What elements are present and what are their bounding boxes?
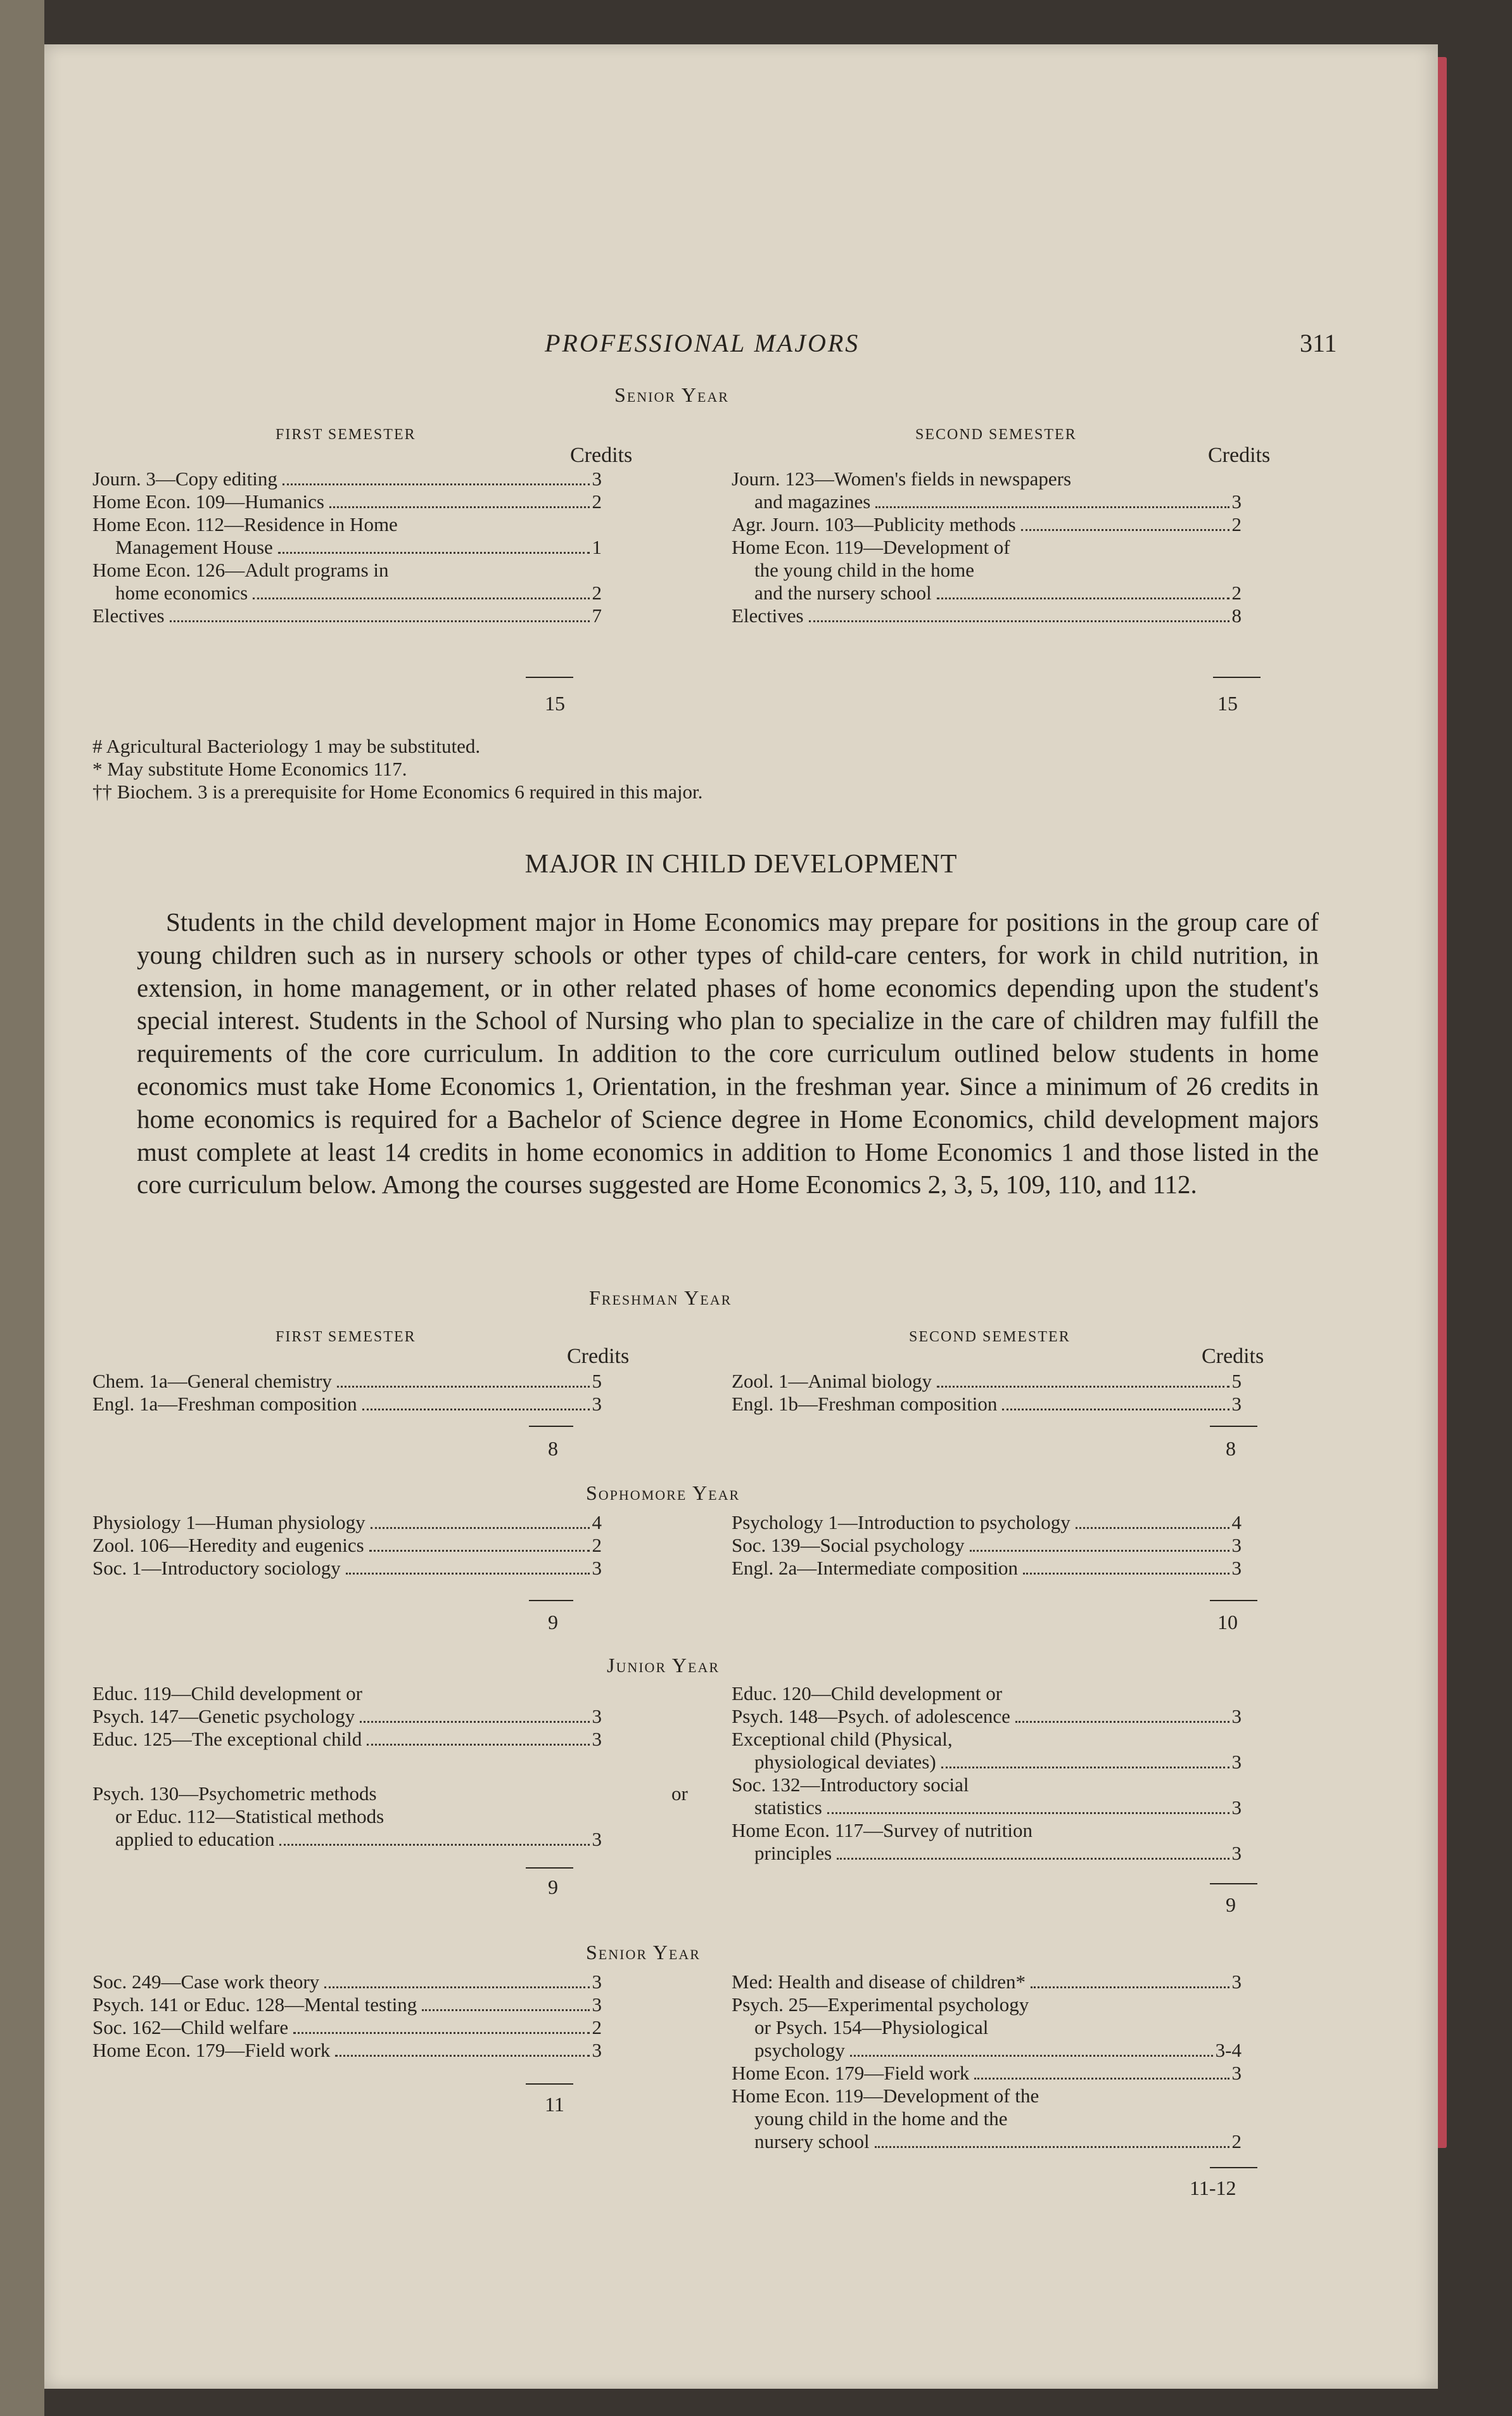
course-row [115,536,602,559]
course-title: Psych. 25—Experimental psychology [732,1993,1029,2016]
total-rule-left [529,1426,573,1427]
course-title: or Educ. 112—Statistical methods [115,1805,384,1827]
total-rule-left [529,1600,573,1601]
course-row [92,1370,602,1393]
course-row [115,582,602,604]
book-page [44,44,1438,2389]
leader-dots [362,1409,590,1410]
leader-dots [170,620,590,622]
course-row [92,1971,602,1993]
year-heading-sophomore: Sophomore Year [586,1481,740,1504]
course-title: Management House [115,536,273,558]
course-row [732,604,1242,627]
binding-edge [0,0,44,2416]
course-title: Journ. 3—Copy editing [92,468,277,490]
leader-dots [324,1986,589,1988]
course-title: Soc. 162—Child welfare [92,2016,289,2038]
total-rule-right [1210,1426,1257,1427]
course-row [754,2107,1242,2130]
total-credits-left: 9 [548,1611,558,1633]
second-semester-label: SECOND SEMESTER [909,1329,1070,1345]
course-row [115,1828,602,1851]
course-row [115,1805,602,1828]
course-row [92,1534,602,1557]
course-credits: 3 [1231,2062,1242,2084]
course-row [732,1993,1242,2016]
course-credits: 7 [592,604,602,627]
course-credits: 3 [592,2039,602,2061]
course-row [92,2016,602,2039]
course-row [92,559,602,582]
course-title: Soc. 132—Introductory social [732,1774,969,1796]
course-title: Journ. 123—Women's fields in newspapers [732,468,1072,490]
course-row [732,1819,1242,1842]
course-row [732,1682,1242,1705]
course-credits: 3 [592,468,602,490]
course-row [92,2039,602,2062]
total-credits-left: 11 [545,2093,564,2116]
leader-dots [346,1573,590,1575]
course-title: Psych. 130—Psychometric methods [92,1782,377,1805]
course-title: Chem. 1a—General chemistry [92,1370,332,1392]
course-title: and the nursery school [754,582,932,604]
course-title: Educ. 120—Child development or [732,1682,1003,1704]
course-title: Zool. 1—Animal biology [732,1370,932,1392]
course-row [754,2130,1242,2153]
leader-dots [850,2055,1213,2057]
total-credits-right: 15 [1217,692,1238,715]
course-row [732,1370,1242,1393]
course-title: home economics [115,582,248,604]
course-title: psychology [754,2039,845,2061]
or-connector: or [671,1782,688,1805]
course-title: Engl. 2a—Intermediate composition [732,1557,1018,1579]
course-credits: 2 [592,1534,602,1556]
footnote: †† Biochem. 3 is a prerequisite for Home Economics 6 required in this major. [92,781,703,803]
course-credits: 2 [1231,513,1242,535]
course-title: Home Econ. 112—Residence in Home [92,513,398,535]
course-row [92,604,602,627]
section-heading: MAJOR IN CHILD DEVELOPMENT [524,850,958,879]
course-title: Engl. 1b—Freshman composition [732,1393,998,1415]
course-credits: 1 [592,536,602,558]
course-row [92,1705,602,1728]
course-row [732,1774,1242,1796]
year-heading-freshman: Freshman Year [589,1286,732,1309]
leader-dots [367,1744,589,1746]
course-row [732,1705,1242,1728]
course-credits: 3 [592,1828,602,1850]
credits-header-right: Credits [1202,1345,1264,1368]
course-credits: 3 [592,1393,602,1415]
leader-dots [1023,1573,1229,1575]
leader-dots [293,2032,589,2034]
total-credits-left: 15 [545,692,565,715]
course-credits: 3 [592,1728,602,1750]
leader-dots [970,1550,1229,1552]
course-row [754,1751,1242,1774]
course-row [732,1557,1242,1580]
course-row [732,2062,1242,2085]
course-row [732,1511,1242,1534]
year-heading-senior-top: Senior Year [614,383,729,406]
total-credits-right: 10 [1217,1611,1238,1633]
course-title: Psych. 148—Psych. of adolescence [732,1705,1010,1727]
course-row [92,1728,602,1751]
course-row [92,1393,602,1416]
leader-dots [422,2009,589,2011]
total-rule-right [1210,1600,1257,1601]
course-row [732,513,1242,536]
course-row [732,536,1242,559]
course-title: young child in the home and the [754,2107,1008,2130]
total-rule-right [1210,2167,1257,2168]
leader-dots [253,598,589,599]
course-title: Home Econ. 117—Survey of nutrition [732,1819,1032,1841]
leader-dots [1002,1409,1229,1410]
course-credits: 3 [1231,1751,1242,1773]
course-title: Home Econ. 179—Field work [92,2039,331,2061]
course-row [754,490,1242,513]
first-semester-label: FIRST SEMESTER [276,426,416,443]
course-title: Psych. 147—Genetic psychology [92,1705,355,1727]
course-title: principles [754,1842,832,1864]
course-title: Home Econ. 119—Development of [732,536,1010,558]
course-title: Educ. 119—Child development or [92,1682,362,1704]
page-number: 311 [1300,329,1337,357]
course-row [754,2016,1242,2039]
course-credits: 3 [592,1971,602,1993]
total-rule-right [1213,677,1261,678]
leader-dots [335,2055,589,2057]
course-row [754,1842,1242,1865]
total-rule-left [526,1867,573,1869]
course-row [732,468,1242,490]
course-credits: 4 [1231,1511,1242,1533]
leader-dots [941,1767,1229,1768]
course-title: Zool. 106—Heredity and eugenics [92,1534,364,1556]
total-credits-left: 9 [548,1876,558,1898]
total-credits-left: 8 [548,1437,558,1460]
course-credits: 3 [1231,1393,1242,1415]
leader-dots [937,1386,1229,1388]
leader-dots [278,552,590,554]
course-title: and magazines [754,490,871,513]
leader-dots [360,1721,589,1723]
course-title: Psych. 141 or Educ. 128—Mental testing [92,1993,417,2016]
course-title: nursery school [754,2130,870,2152]
year-heading-senior: Senior Year [586,1941,701,1964]
course-row [754,582,1242,604]
course-credits: 3-4 [1215,2039,1242,2061]
total-rule-right [1210,1883,1257,1884]
course-row [92,1993,602,2016]
leader-dots [371,1527,590,1529]
course-row [732,2085,1242,2107]
total-credits-right: 8 [1226,1437,1236,1460]
course-credits: 2 [592,582,602,604]
course-title: Agr. Journ. 103—Publicity methods [732,513,1016,535]
course-title: statistics [754,1796,822,1818]
course-credits: 3 [592,1557,602,1579]
course-row [732,1534,1242,1557]
credits-header-left: Credits [567,1345,630,1368]
course-title: Engl. 1a—Freshman composition [92,1393,357,1415]
course-row [732,1393,1242,1416]
leader-dots [369,1550,590,1552]
course-credits: 5 [1231,1370,1242,1392]
intro-paragraph [137,906,1319,1201]
course-credits: 3 [592,1993,602,2016]
course-title: Med: Health and disease of children* [732,1971,1026,1993]
course-row [92,1682,602,1705]
paragraph-text: Students in the child development major in Home Economics may prepare for positions in the group care of young children such as in nursery schools or other types of child-care centers, for work in child nutrition, in extension, in home management, or in other related phases of home economics depending upon the student's special interest. Students in the School of Nursing who plan to specialize in the care of children may fulfill the requirements of the core curriculum. In addition to the core curriculum outlined below students in home economics must take Home Economics 1, Orientation, in the freshman year. Since a minimum of 26 credits in home economics is required for a Bachelor of Science degree in Home Economics, child development majors must complete at least 14 credits in home economics in addition to Home Economics 1 and those listed in the core curriculum below. Among the courses suggested are Home Economics 2, 3, 5, 109, 110, and 112. [137,907,1319,1199]
total-rule-left [526,677,573,678]
leader-dots [827,1812,1229,1814]
course-title: Soc. 139—Social psychology [732,1534,965,1556]
course-title: Electives [732,604,804,627]
leader-dots [1015,1721,1229,1723]
course-title: Educ. 125—The exceptional child [92,1728,362,1750]
course-row [754,2039,1242,2062]
leader-dots [1076,1527,1229,1529]
course-title: or Psych. 154—Physiological [754,2016,989,2038]
course-row [92,490,602,513]
leader-dots [809,620,1229,622]
course-title: Soc. 249—Case work theory [92,1971,320,1993]
course-row [732,1728,1242,1751]
leader-dots [974,2078,1229,2080]
leader-dots [337,1386,590,1388]
course-credits: 4 [592,1511,602,1533]
leader-dots [329,506,590,508]
footnote: * May substitute Home Economics 117. [92,758,407,780]
course-credits: 3 [1231,1557,1242,1579]
first-semester-label: FIRST SEMESTER [276,1329,416,1345]
credits-header-right: Credits [1208,444,1271,467]
total-credits-right: 11-12 [1190,2176,1236,2199]
course-title: the young child in the home [754,559,974,581]
course-row [92,513,602,536]
second-semester-label: SECOND SEMESTER [915,426,1077,443]
course-row [92,1782,602,1805]
course-title: physiological deviates) [754,1751,936,1773]
course-credits: 3 [1231,1842,1242,1864]
leader-dots [283,483,590,485]
leader-dots [937,598,1229,599]
credits-header-left: Credits [570,444,633,467]
course-credits: 2 [592,490,602,513]
total-rule-left [526,2083,573,2085]
course-credits: 2 [592,2016,602,2038]
course-title: Exceptional child (Physical, [732,1728,953,1750]
leader-dots [875,506,1229,508]
course-title: Home Econ. 109—Humanics [92,490,324,513]
course-credits: 8 [1231,604,1242,627]
course-title: Home Econ. 126—Adult programs in [92,559,389,581]
course-credits: 5 [592,1370,602,1392]
course-title: Soc. 1—Introductory sociology [92,1557,341,1579]
course-title: Psychology 1—Introduction to psychology [732,1511,1070,1533]
page-title: PROFESSIONAL MAJORS [545,329,860,357]
leader-dots [1031,1986,1229,1988]
course-row [754,559,1242,582]
year-heading-junior: Junior Year [607,1654,720,1677]
course-title: Home Econ. 119—Development of the [732,2085,1039,2107]
course-credits: 3 [592,1705,602,1727]
course-row [754,1796,1242,1819]
total-credits-right: 9 [1226,1893,1236,1916]
leader-dots [875,2146,1229,2148]
course-title: Physiology 1—Human physiology [92,1511,365,1533]
course-credits: 3 [1231,1796,1242,1818]
course-title: applied to education [115,1828,275,1850]
course-credits: 3 [1231,490,1242,513]
course-title: Electives [92,604,165,627]
leader-dots [837,1858,1229,1860]
course-credits: 3 [1231,1534,1242,1556]
leader-dots [1021,529,1229,531]
course-row [732,1971,1242,1993]
course-title: Home Econ. 179—Field work [732,2062,970,2084]
course-credits: 2 [1231,582,1242,604]
course-row [92,468,602,490]
footnote: # Agricultural Bacteriology 1 may be substituted. [92,735,481,757]
course-row [92,1511,602,1534]
course-row [92,1557,602,1580]
leader-dots [279,1844,589,1846]
course-credits: 3 [1231,1971,1242,1993]
course-credits: 3 [1231,1705,1242,1727]
course-credits: 2 [1231,2130,1242,2152]
